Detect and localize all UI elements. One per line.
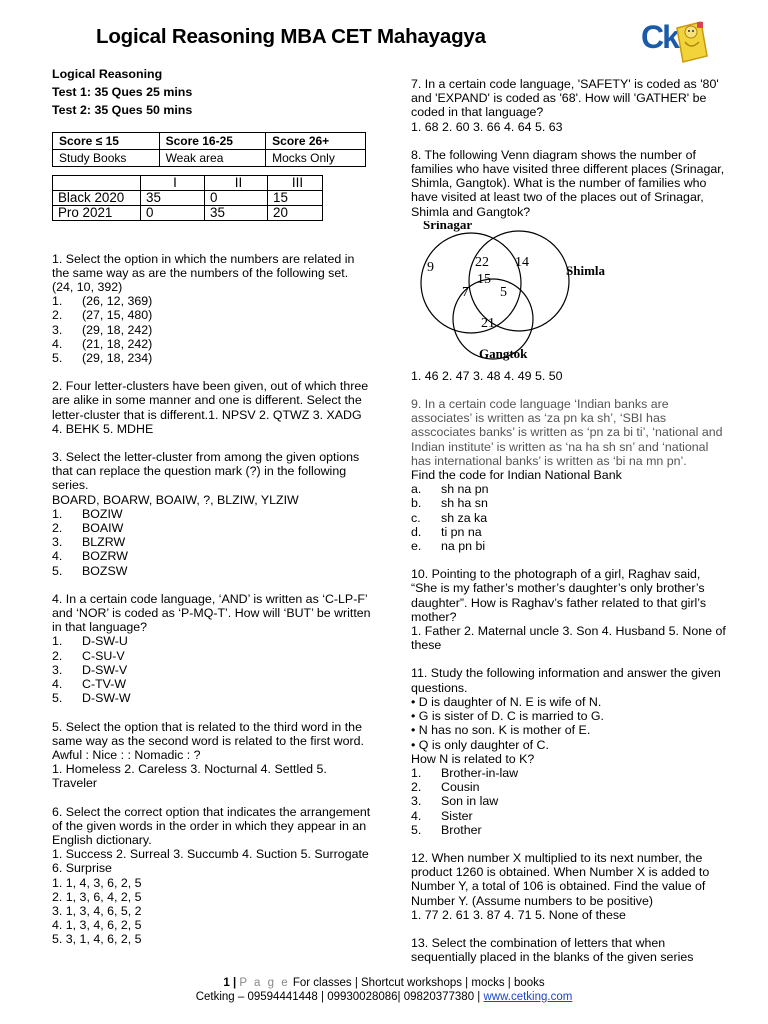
option: 5. BOZSW: [52, 563, 128, 578]
question-text: 7. In a certain code language, 'SAFETY' is coded as '80' and 'EXPAND' is coded as '68'. How will 'GATHER' be coded in that language?: [411, 77, 719, 120]
left-column: [52, 67, 372, 947]
srinagar-label: Srinagar: [423, 220, 473, 232]
option: 2. 1, 3, 6, 4, 2, 5: [52, 889, 142, 904]
fact: • N has no son. K is mother of E.: [411, 723, 591, 738]
question-3: [52, 450, 372, 578]
analogy-text: Awful : Nice : : Nomadic : ?: [52, 747, 201, 762]
option: c. sh za ka: [411, 510, 488, 525]
question-9: [411, 397, 729, 553]
question-7: [411, 77, 729, 134]
words-list: 1. Success 2. Surreal 3. Succumb 4. Suction 5. Surrogate 6. Surprise: [52, 847, 369, 876]
question-13: [411, 936, 729, 964]
shimla-label: Shimla: [566, 262, 606, 278]
option: 4. (21, 18, 242): [52, 336, 153, 351]
fact: • G is sister of D. C is married to G.: [411, 709, 604, 724]
venn-all-three: 15: [477, 271, 491, 287]
question-text: 6. Select the correct option that indicates the arrangement of the given words in the order in which they appear in an English dictionary.: [52, 804, 371, 847]
option: 1. Brother-in-law: [411, 765, 519, 780]
mascot-icon: [671, 20, 711, 66]
option: 5. Brother: [411, 822, 482, 837]
question-ask: How N is related to K?: [411, 751, 535, 766]
option: 1. (26, 12, 369): [52, 294, 153, 309]
score-header: Score 26+: [266, 132, 366, 149]
option: 3. BLZRW: [52, 535, 126, 550]
footer-line-1: [0, 976, 768, 990]
batch-table: [52, 175, 323, 221]
venn-diagram: [411, 221, 637, 361]
options-line: 1. Homeless 2. Careless 3. Nocturnal 4. Settled 5. Traveler: [52, 762, 327, 791]
option: 3. D-SW-V: [52, 662, 128, 677]
website-link[interactable]: www.cetking.com: [483, 991, 573, 1003]
question-4: [52, 592, 372, 706]
batch-cell: Black 2020: [53, 190, 141, 205]
option: a. sh na pn: [411, 482, 489, 497]
option: b. sh ha sn: [411, 496, 488, 511]
option: 2. C-SU-V: [52, 648, 125, 663]
venn-only-gangtok: 21: [481, 315, 495, 331]
question-ask: Find the code for Indian National Bank: [411, 468, 622, 483]
question-text: 13. Select the combination of letters that when sequentially placed in the blanks of the given series: [411, 935, 694, 965]
question-text: 3. Select the letter-cluster from among the given options that can replace the question mark (?) in the following series.: [52, 450, 360, 493]
question-6: [52, 805, 372, 947]
score-header: Score 16-25: [159, 132, 266, 149]
page-number: 1: [223, 977, 230, 989]
score-value: Study Books: [53, 149, 160, 166]
question-text: 1. Select the option in which the numbers are related in the same way as are the numbers of the following set. (24, 10, 392): [52, 251, 355, 295]
options-line: 1. 77 2. 61 3. 87 4. 71 5. None of these: [411, 907, 626, 922]
score-header: Score ≤ 15: [53, 132, 160, 149]
footer-line-2: [0, 990, 768, 1004]
fact: • Q is only daughter of C.: [411, 737, 549, 752]
options-line: 1. Father 2. Maternal uncle 3. Son 4. Husband 5. None of these: [411, 624, 726, 653]
batch-cell: 35: [141, 190, 205, 205]
series-text: BOARD, BOARW, BOAIW, ?, BLZIW, YLZIW: [52, 492, 299, 507]
footer-contact: Cetking – 09594441448 | 09930028086| 09820377380 |: [195, 991, 484, 1003]
option: 5. (29, 18, 234): [52, 351, 153, 366]
question-text: 2. Four letter-clusters have been given, out of which three are alike in some manner and one is different. Select the letter-cluster that is different.1. NPSV 2. QTWZ 3. XADG 4. BEHK 5. MDHE: [52, 379, 369, 436]
right-column: [411, 77, 729, 964]
question-text: 12. When number X multiplied to its next number, the product 1260 is obtained. When Number X is added to Number Y, a total of 106 is obtained. Find the value of Number Y. (Assume numbers to be positive): [411, 850, 710, 908]
options-line: 1. 46 2. 47 3. 48 4. 49 5. 50: [411, 368, 563, 383]
venn-only-srinagar: 9: [427, 259, 434, 275]
option: 3. 1, 3, 4, 6, 5, 2: [52, 903, 142, 918]
fact: • D is daughter of N. E is wife of N.: [411, 694, 602, 709]
question-2: [52, 379, 372, 436]
batch-cell: 15: [268, 190, 323, 205]
question-text: 10. Pointing to the photograph of a girl, Raghav said, “She is my father’s mother’s daughter’s only brother’s daughter”. How is Raghav’s father related to that girl’s mother?: [411, 567, 707, 624]
question-8: [411, 148, 729, 383]
question-text: 5. Select the option that is related to the third word in the same way as the second word is related to the first word.: [52, 719, 364, 748]
option: 4. C-TV-W: [52, 677, 127, 692]
cetking-logo: [641, 20, 711, 68]
venn-shimla-gangtok: 5: [500, 284, 507, 300]
footer-tagline: For classes | Shortcut workshops | mocks | books: [292, 977, 545, 989]
logo-text: Ck: [641, 19, 678, 55]
question-10: [411, 567, 729, 652]
option: 1. D-SW-U: [52, 634, 128, 649]
test1-info: Test 1: 35 Ques 25 mins: [52, 85, 193, 100]
option: 1. 1, 4, 3, 6, 2, 5: [52, 875, 142, 890]
footer-separator: |: [232, 977, 237, 989]
question-1: [52, 252, 372, 366]
srinagar-circle: [421, 233, 521, 333]
batch-header: III: [268, 175, 323, 190]
score-value: Weak area: [159, 149, 266, 166]
batch-header: I: [141, 175, 205, 190]
option: 5. 3, 1, 4, 6, 2, 5: [52, 932, 142, 947]
option: 3. Son in law: [411, 794, 499, 809]
score-table: [52, 132, 366, 167]
question-text: 4. In a certain code language, ‘AND’ is written as ‘C-LP-F’ and ‘NOR’ is coded as ‘P-MQ-T’. How will ‘BUT’ be written in that language?: [52, 591, 371, 635]
options-line: 1. 68 2. 60 3. 66 4. 64 5. 63: [411, 119, 563, 134]
batch-header: II: [205, 175, 268, 190]
score-value: Mocks Only: [266, 149, 366, 166]
question-5: [52, 720, 372, 791]
gangtok-label: Gangtok: [479, 345, 528, 361]
venn-only-shimla: 14: [515, 254, 529, 270]
batch-cell: 20: [268, 205, 323, 220]
page-title: Logical Reasoning MBA CET Mahayagya: [96, 25, 486, 48]
option: 5. D-SW-W: [52, 691, 131, 706]
option: 2. (27, 15, 480): [52, 308, 153, 323]
option: d. ti pn na: [411, 524, 482, 539]
batch-cell: Pro 2021: [53, 205, 141, 220]
page-footer: [0, 976, 768, 1004]
batch-cell: 0: [205, 190, 268, 205]
question-12: [411, 851, 729, 922]
question-text: 11. Study the following information and answer the given questions.: [411, 666, 721, 695]
page-word: P a g e: [239, 977, 290, 989]
option: 4. Sister: [411, 808, 473, 823]
question-11: [411, 666, 729, 836]
test2-info: Test 2: 35 Ques 50 mins: [52, 103, 193, 118]
option: 3. (29, 18, 242): [52, 322, 153, 337]
venn-srinagar-gangtok: 7: [462, 284, 469, 300]
section-heading: Logical Reasoning: [52, 67, 163, 81]
question-text: 8. The following Venn diagram shows the number of families who have visited three different places (Srinagar, Shimla, Gangtok). What is the number of families who have visited at least two of the places out of Srinagar, Shimla and Gangtok?: [411, 147, 725, 219]
question-text: 9. In a certain code language ‘Indian banks are associates’ is written as ‘za pn ka sh’, ‘SBI has asscociates banks’ is written as ‘pn za bi ti’, ‘national and Indian institute’ is written as ‘na ha sh sn’ and ‘national has international banks’ is written as ‘bi na mn pn’.: [411, 397, 723, 468]
option: e. na pn bi: [411, 539, 486, 554]
option: 2. BOAIW: [52, 521, 124, 536]
batch-header: [53, 175, 141, 190]
option: 4. 1, 3, 4, 6, 2, 5: [52, 918, 142, 933]
venn-srinagar-shimla: 22: [475, 254, 489, 270]
option: 4. BOZRW: [52, 549, 128, 564]
batch-cell: 35: [205, 205, 268, 220]
option: 1. BOZIW: [52, 506, 123, 521]
option: 2. Cousin: [411, 780, 480, 795]
batch-cell: 0: [141, 205, 205, 220]
